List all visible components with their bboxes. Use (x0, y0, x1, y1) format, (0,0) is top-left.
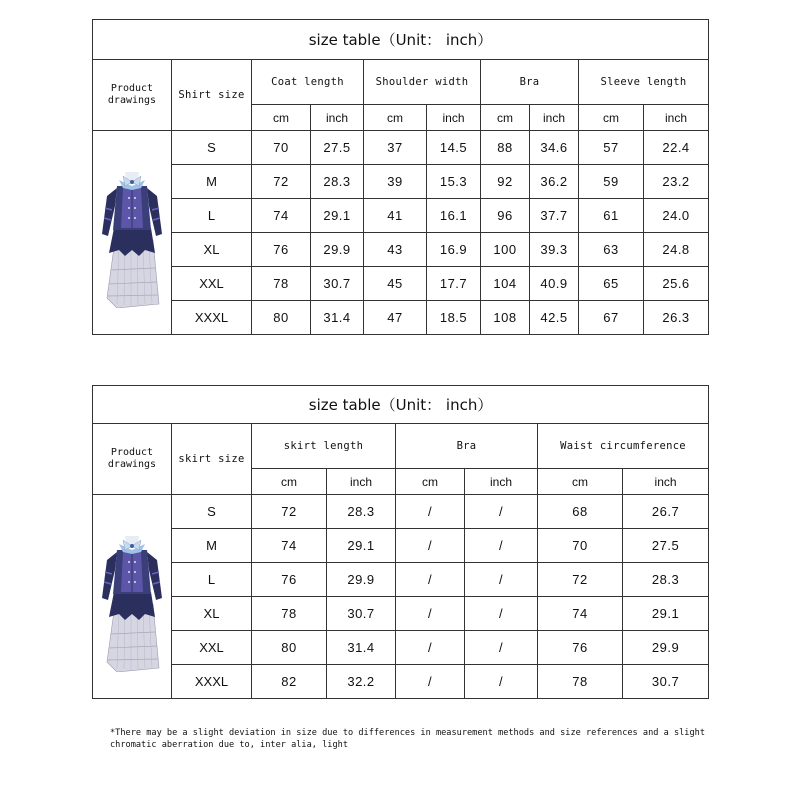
value-cell: 65 (579, 267, 644, 301)
unit-cell: cm (252, 469, 327, 495)
value-cell: 43 (364, 233, 427, 267)
value-cell: 82 (252, 665, 327, 699)
size-cell: XXXL (172, 665, 252, 699)
value-cell: / (396, 665, 465, 699)
value-cell: 72 (538, 563, 623, 597)
unit-cell: cm (481, 105, 530, 131)
value-cell: 24.0 (644, 199, 709, 233)
product-drawing-cell (93, 131, 172, 335)
unit-cell: inch (465, 469, 538, 495)
size-cell: XL (172, 233, 252, 267)
value-cell: 29.1 (311, 199, 364, 233)
value-cell: 108 (481, 301, 530, 335)
value-cell: 24.8 (644, 233, 709, 267)
unit-cell: inch (530, 105, 579, 131)
value-cell: 17.7 (427, 267, 481, 301)
unit-cell: inch (623, 469, 709, 495)
coat-length-header: Coat length (252, 60, 364, 105)
value-cell: 72 (252, 165, 311, 199)
value-cell: 70 (538, 529, 623, 563)
value-cell: 23.2 (644, 165, 709, 199)
unit-cell: cm (396, 469, 465, 495)
value-cell: 45 (364, 267, 427, 301)
table-row (93, 631, 709, 665)
value-cell: 39 (364, 165, 427, 199)
value-cell: 76 (252, 563, 327, 597)
table-row (93, 597, 709, 631)
value-cell: 15.3 (427, 165, 481, 199)
waist-circumference-header: Waist circumference (538, 424, 709, 469)
unit-cell: inch (427, 105, 481, 131)
value-cell: 18.5 (427, 301, 481, 335)
value-cell: 59 (579, 165, 644, 199)
value-cell: 67 (579, 301, 644, 335)
value-cell: 42.5 (530, 301, 579, 335)
value-cell: / (465, 529, 538, 563)
product-drawings-header: Product drawings (93, 424, 172, 495)
unit-cell: cm (364, 105, 427, 131)
value-cell: 29.9 (311, 233, 364, 267)
value-cell: / (465, 665, 538, 699)
value-cell: 76 (538, 631, 623, 665)
value-cell: 31.4 (311, 301, 364, 335)
size-cell: L (172, 563, 252, 597)
value-cell: 88 (481, 131, 530, 165)
value-cell: 39.3 (530, 233, 579, 267)
value-cell: 41 (364, 199, 427, 233)
value-cell: 74 (252, 529, 327, 563)
shoulder-width-header: Shoulder width (364, 60, 481, 105)
value-cell: / (465, 597, 538, 631)
value-cell: 68 (538, 495, 623, 529)
size-cell: S (172, 495, 252, 529)
value-cell: 26.3 (644, 301, 709, 335)
value-cell: 61 (579, 199, 644, 233)
value-cell: 78 (252, 267, 311, 301)
skirt-size-table (92, 385, 709, 699)
table-row (93, 131, 709, 165)
unit-cell: inch (327, 469, 396, 495)
unit-cell: inch (311, 105, 364, 131)
value-cell: 104 (481, 267, 530, 301)
value-cell: 16.1 (427, 199, 481, 233)
size-cell: XXL (172, 267, 252, 301)
value-cell: / (465, 495, 538, 529)
table-row (93, 267, 709, 301)
value-cell: 28.3 (623, 563, 709, 597)
value-cell: 78 (252, 597, 327, 631)
unit-cell: inch (644, 105, 709, 131)
value-cell: 25.6 (644, 267, 709, 301)
size-cell: XXL (172, 631, 252, 665)
value-cell: 29.1 (623, 597, 709, 631)
table-title: size table（Unit： inch） (93, 386, 709, 424)
unit-cell: cm (538, 469, 623, 495)
shirt-size-table (92, 19, 709, 335)
value-cell: 26.7 (623, 495, 709, 529)
table-row (93, 563, 709, 597)
value-cell: 28.3 (327, 495, 396, 529)
skirt-length-header: skirt length (252, 424, 396, 469)
value-cell: 92 (481, 165, 530, 199)
value-cell: 30.7 (623, 665, 709, 699)
shirt-size-header: Shirt size (172, 60, 252, 131)
bra-header: Bra (396, 424, 538, 469)
value-cell: 96 (481, 199, 530, 233)
footnote: *There may be a slight deviation in size due to differences in measurement methods and size references and a slight chromatic aberration due to, inter alia, light (110, 728, 705, 750)
value-cell: 74 (538, 597, 623, 631)
skirt-size-header: skirt size (172, 424, 252, 495)
value-cell: 78 (538, 665, 623, 699)
value-cell: 16.9 (427, 233, 481, 267)
value-cell: 36.2 (530, 165, 579, 199)
table-row (93, 495, 709, 529)
value-cell: 63 (579, 233, 644, 267)
size-cell: XL (172, 597, 252, 631)
value-cell: 76 (252, 233, 311, 267)
value-cell: 31.4 (327, 631, 396, 665)
value-cell: / (396, 597, 465, 631)
table-title: size table（Unit： inch） (93, 20, 709, 60)
value-cell: / (465, 563, 538, 597)
value-cell: / (396, 495, 465, 529)
size-cell: S (172, 131, 252, 165)
value-cell: 57 (579, 131, 644, 165)
value-cell: 22.4 (644, 131, 709, 165)
value-cell: 29.9 (623, 631, 709, 665)
size-cell: L (172, 199, 252, 233)
value-cell: 29.1 (327, 529, 396, 563)
size-cell: XXXL (172, 301, 252, 335)
value-cell: 27.5 (623, 529, 709, 563)
value-cell: 47 (364, 301, 427, 335)
table-row (93, 301, 709, 335)
value-cell: 14.5 (427, 131, 481, 165)
table-row (93, 665, 709, 699)
value-cell: / (396, 563, 465, 597)
value-cell: 80 (252, 631, 327, 665)
table-row (93, 233, 709, 267)
value-cell: 72 (252, 495, 327, 529)
size-cell: M (172, 529, 252, 563)
value-cell: 28.3 (311, 165, 364, 199)
value-cell: / (396, 529, 465, 563)
value-cell: / (396, 631, 465, 665)
size-cell: M (172, 165, 252, 199)
value-cell: 40.9 (530, 267, 579, 301)
value-cell: 74 (252, 199, 311, 233)
value-cell: 29.9 (327, 563, 396, 597)
value-cell: 32.2 (327, 665, 396, 699)
value-cell: 34.6 (530, 131, 579, 165)
value-cell: 37 (364, 131, 427, 165)
value-cell: 70 (252, 131, 311, 165)
value-cell: 80 (252, 301, 311, 335)
table-row (93, 199, 709, 233)
value-cell: 37.7 (530, 199, 579, 233)
unit-cell: cm (579, 105, 644, 131)
bra-header: Bra (481, 60, 579, 105)
table-row (93, 165, 709, 199)
unit-cell: cm (252, 105, 311, 131)
value-cell: / (465, 631, 538, 665)
value-cell: 30.7 (327, 597, 396, 631)
value-cell: 100 (481, 233, 530, 267)
dress-illustration-icon (97, 158, 167, 308)
value-cell: 30.7 (311, 267, 364, 301)
value-cell: 27.5 (311, 131, 364, 165)
table-row (93, 529, 709, 563)
sleeve-length-header: Sleeve length (579, 60, 709, 105)
dress-illustration-icon (97, 522, 167, 672)
product-drawing-cell (93, 495, 172, 699)
product-drawings-header: Product drawings (93, 60, 172, 131)
